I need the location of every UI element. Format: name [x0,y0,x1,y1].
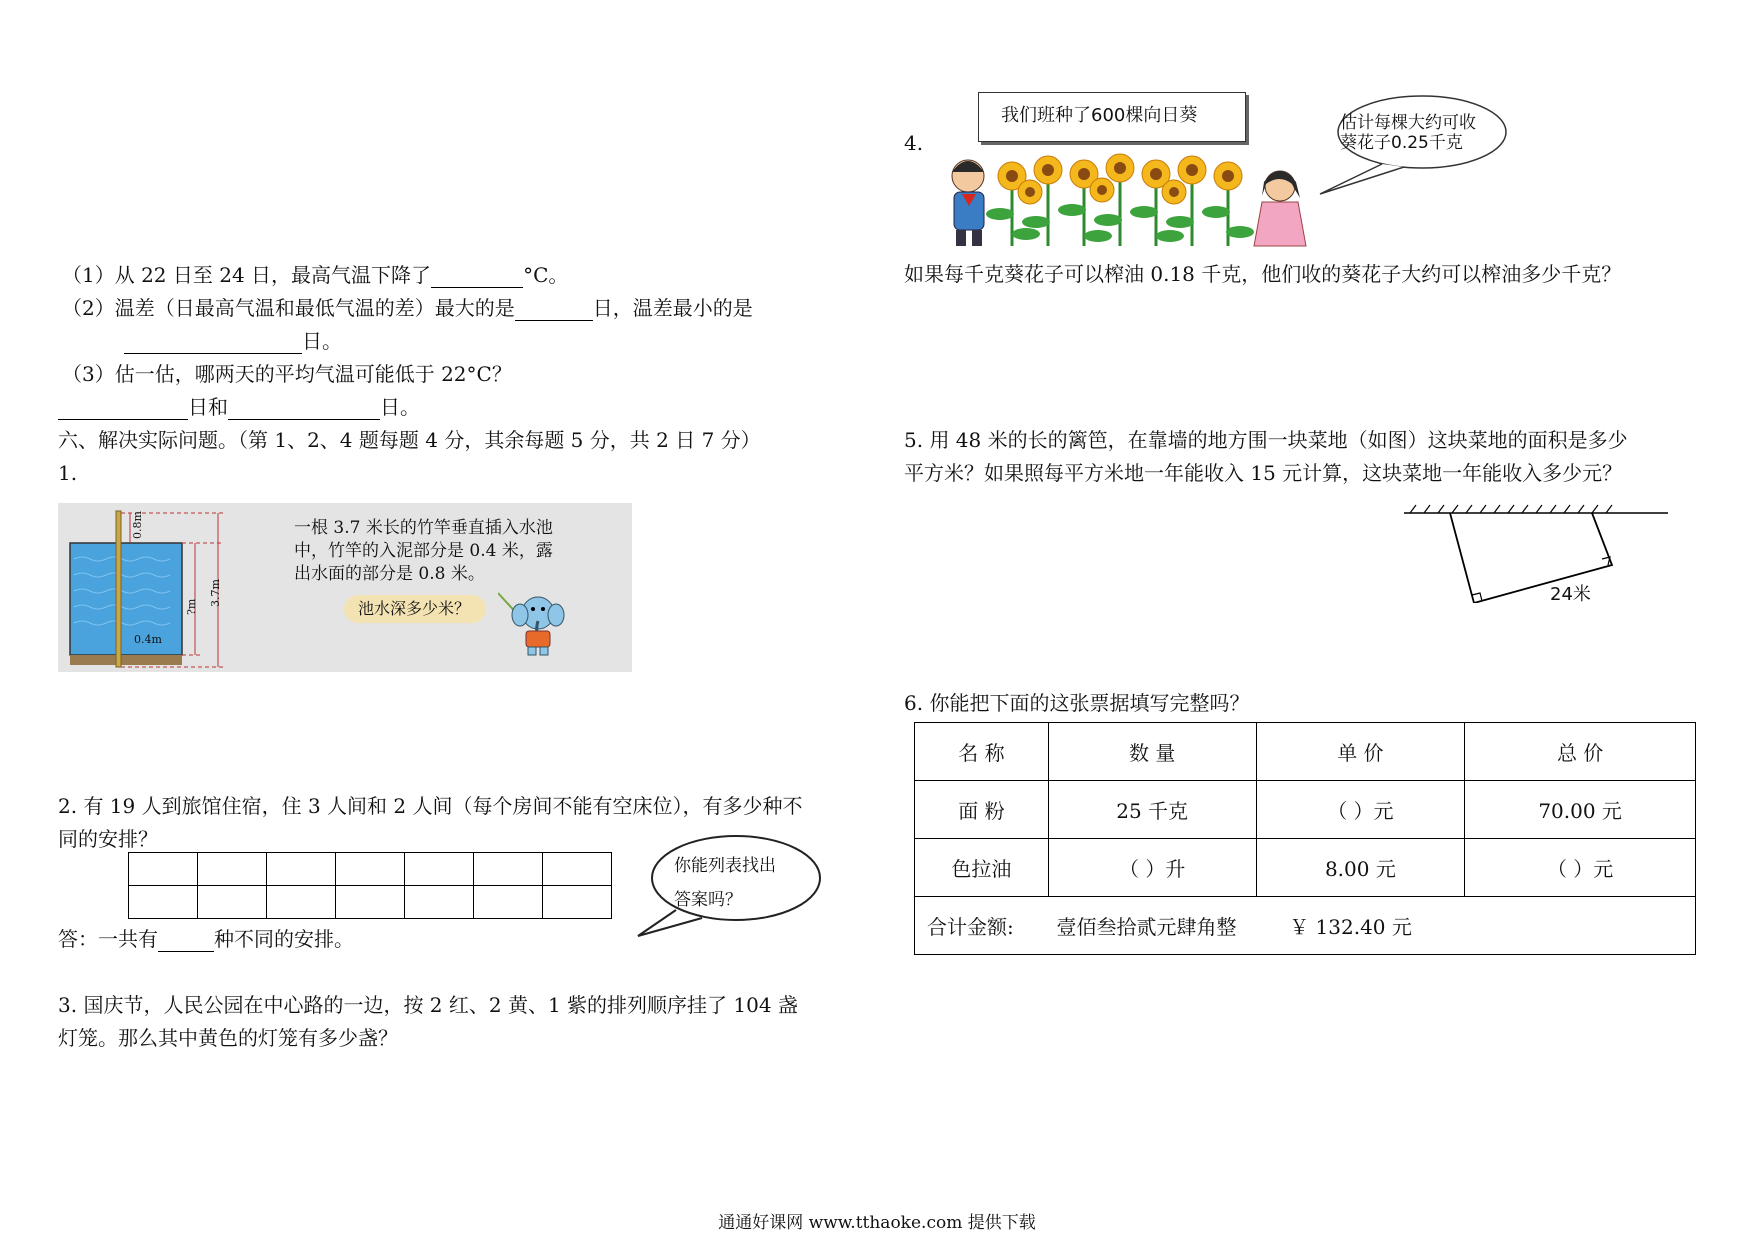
label-mud-length: 0.4m [134,633,162,646]
bamboo-pool-illustration [58,503,632,672]
grid-row [129,853,612,886]
label-top-length: 0.8m [131,511,144,539]
answer-blank[interactable] [58,397,188,420]
grid-cell[interactable] [129,886,198,919]
total-amount: ￥ 132.40 元 [1289,915,1412,939]
question-2: （2）温差（日最高气温和最低气温的差）最大的是 日，温差最小的是 [62,296,753,320]
cell-item: 色拉油 [915,839,1049,897]
side-length-label: 24米 [1550,584,1591,605]
answer-blank[interactable] [124,331,302,354]
total-in-words: 壹佰叁拾贰元肆角整 [1056,915,1237,939]
problem-2-line2: 同的安排？ [58,827,158,851]
bubble-line1: 你能列表找出 [674,856,776,876]
question-3-answer: 日和 日。 [58,394,420,420]
image-text-line1: 一根 3.7 米长的竹竿垂直插入水池 [294,518,553,538]
grid-cell[interactable] [543,886,612,919]
receipt-total-row [915,897,1696,955]
receipt-row-flour [915,781,1696,839]
header-name: 名 称 [915,723,1049,781]
bubble-line2: 答案吗？ [674,890,742,910]
cell-total-blank[interactable]: （ ）元 [1465,839,1696,897]
cell-quantity: 25 千克 [1048,781,1256,839]
grid-cell[interactable] [405,886,474,919]
grid-row [129,886,612,919]
question-3: （3）估一估，哪两天的平均气温可能低于 22°C？ [62,362,512,386]
vegetable-plot-diagram [1402,503,1672,603]
grid-cell[interactable] [198,886,267,919]
total-cell [915,897,1696,955]
image-question: 池水深多少米？ [358,599,471,618]
grid-cell[interactable] [198,853,267,886]
header-quantity: 数 量 [1048,723,1256,781]
statement-text: 我们班种了600棵向日葵 [1001,105,1198,126]
grid-cell[interactable] [474,853,543,886]
sunflower-illustration [940,152,1340,248]
header-unit-price: 单 价 [1256,723,1465,781]
label-total-length: 3.7m [209,579,222,607]
problem-1-number: 1. [58,461,78,485]
answer-blank[interactable] [431,265,523,288]
estimate-line2: 葵花子0.25千克 [1340,133,1463,153]
receipt-header-row [915,723,1696,781]
question-1: （1）从 22 日至 24 日，最高气温下降了 °C。 [62,263,569,287]
grid-cell[interactable] [336,886,405,919]
grid-cell[interactable] [267,853,336,886]
answer-blank[interactable] [158,929,214,952]
grid-cell[interactable] [405,853,474,886]
answer-blank[interactable] [228,397,380,420]
cell-item: 面 粉 [915,781,1049,839]
grid-cell[interactable] [336,853,405,886]
header-total-price: 总 价 [1465,723,1696,781]
estimate-line1: 估计每棵大约可收 [1340,113,1476,133]
answer-blank[interactable] [515,298,593,321]
cell-quantity-blank[interactable]: （ ）升 [1048,839,1256,897]
arrangement-grid [128,852,612,919]
label-water-depth: ?m [185,598,198,615]
grid-cell[interactable] [129,853,198,886]
footer-credit: 通通好课网 www.tthaoke.com 提供下载 [718,1213,1036,1233]
grid-cell[interactable] [474,886,543,919]
elephant-icon [498,591,578,661]
problem-3-line2: 灯笼。那么其中黄色的灯笼有多少盏？ [58,1026,398,1050]
grid-cell[interactable] [267,886,336,919]
section-title: 六、解决实际问题。（第 1、2、4 题每题 4 分，其余每题 5 分，共 2 日 7 分） [58,428,761,452]
image-text-line2: 中，竹竿的入泥部分是 0.4 米，露 [294,541,553,561]
grid-cell[interactable] [543,853,612,886]
problem-4-question: 如果每千克葵花子可以榨油 0.18 千克，他们收的葵花子大约可以榨油多少千克？ [904,262,1622,286]
speech-bubble-shape [636,832,826,942]
problem-2-line1: 2. 有 19 人到旅馆住宿，住 3 人间和 2 人间（每个房间不能有空床位），有多少种不 [58,794,803,818]
problem-4-number: 4. [904,131,924,155]
receipt-table [914,722,1696,955]
receipt-row-oil [915,839,1696,897]
cell-unit-price-blank[interactable]: （ ）元 [1256,781,1465,839]
total-label: 合计金额: [927,915,1014,939]
cell-total: 70.00 元 [1465,781,1696,839]
problem-6-title: 6. 你能把下面的这张票据填写完整吗？ [904,691,1250,715]
problem-2-answer: 答：一共有 种不同的安排。 [58,927,354,951]
problem-5-line2: 平方米？如果照每平方米地一年能收入 15 元计算，这块菜地一年能收入多少元？ [904,461,1623,485]
statement-box [978,92,1246,142]
problem-5-line1: 5. 用 48 米的长的篱笆，在靠墙的地方围一块菜地（如图）这块菜地的面积是多少 [904,428,1628,452]
image-text-line3: 出水面的部分是 0.8 米。 [294,564,485,584]
problem-3-line1: 3. 国庆节，人民公园在中心路的一边，按 2 红、2 黄、1 紫的排列顺序挂了 104 盏 [58,993,798,1017]
cell-unit-price: 8.00 元 [1256,839,1465,897]
question-2-line2: 日。 [124,328,342,354]
